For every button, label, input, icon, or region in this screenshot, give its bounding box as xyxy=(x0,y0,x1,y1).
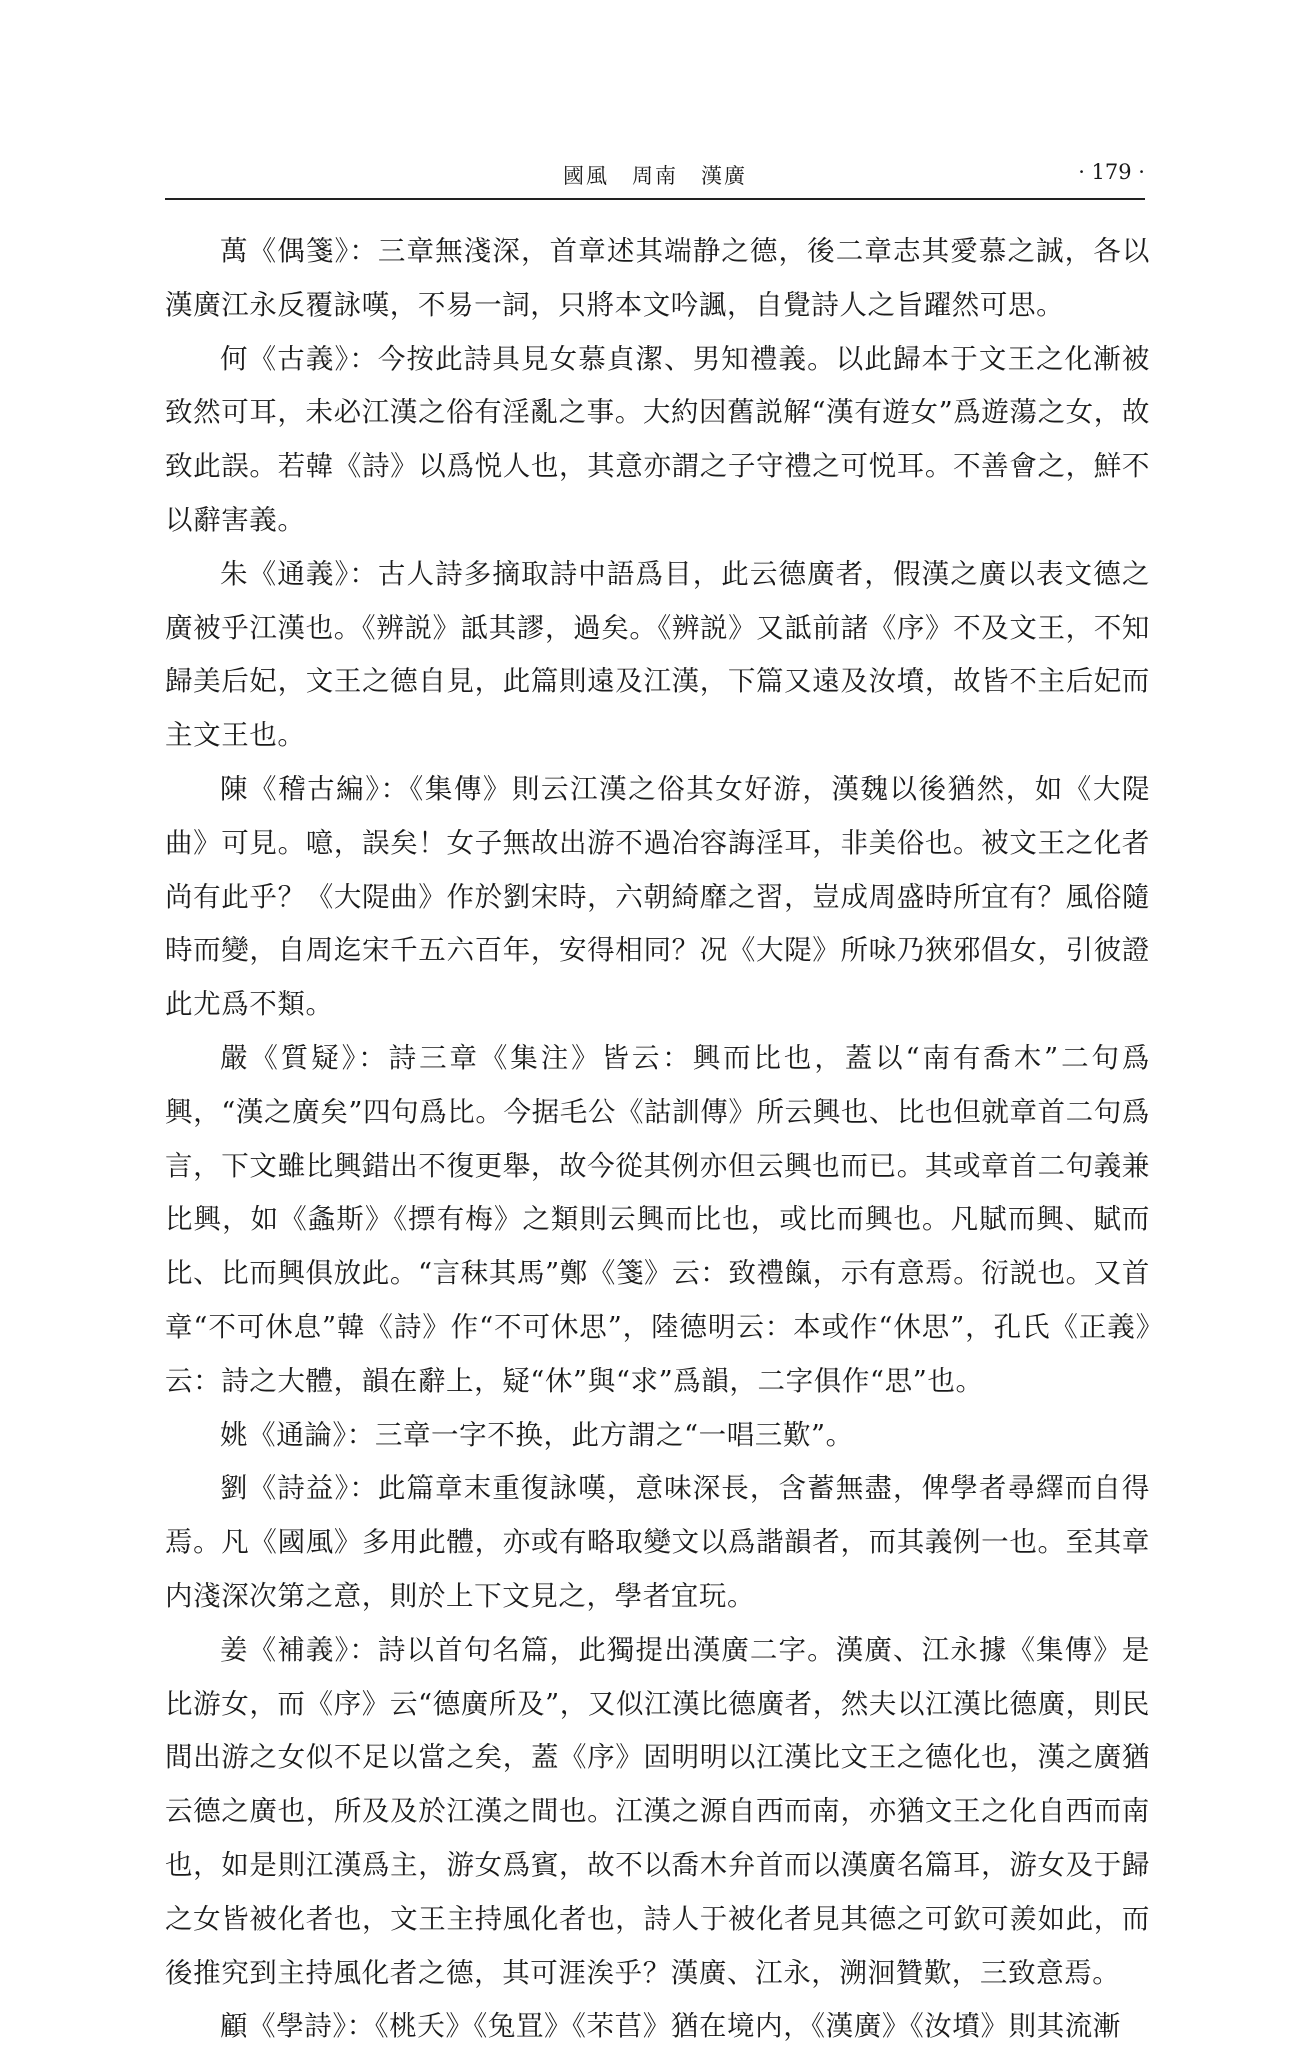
paragraph-gu-xueshi: 顧《學詩》：《桃夭》《兔罝》《芣苢》猶在境内，《漢廣》《汝墳》則其流漸 xyxy=(220,2010,1121,2043)
paragraph-zhu-tongyi: 朱《通義》：古人詩多摘取詩中語爲目，此云德廣者，假漢之廣以表文德之廣被乎江漢也。《辨説》詆其謬，過矣。《辨説》又詆前諸《序》不及文王，不知歸美后妃，文王之德自見，此篇則遠及江漢，下篇又遠及汝墳，故皆不主后妃而主文王也。 xyxy=(165,557,1150,752)
paragraph-liu-shiyi: 劉《詩益》：此篇章末重復詠嘆，意味深長，含蓄無盡，俾學者尋繹而自得焉。凡《國風》多用此體，亦或有略取變文以爲諧韻者，而其義例一也。至其章内淺深次第之意，則於上下文見之，學者宜玩。 xyxy=(165,1472,1150,1612)
paragraph-yan-zhiyi: 嚴《質疑》：詩三章《集注》皆云：興而比也，蓋以“南有喬木”二句爲興，“漢之廣矣”四句爲比。今据毛公《詁訓傳》所云興也、比也但就章首二句爲言，下文雖比興錯出不復更舉，故今從其例亦但云興也而已。其或章首二句義兼比興，如《螽斯》《摽有梅》之類則云興而比也，或比而興也。凡賦而興、賦而比、比而興俱放此。“言秣其馬”鄭《箋》云：致禮餼，示有意焉。衍説也。又首章“不可休息”韓《詩》作“不可休思”，陸德明云：本或作“休思”，孔氏《正義》云：詩之大體，韻在辭上，疑“休”與“求”爲韻，二字俱作“思”也。 xyxy=(165,1041,1150,1397)
running-title: 國風 周南 漢廣 xyxy=(563,164,747,188)
page-body xyxy=(165,225,1150,2054)
paragraph-yao-tonglun: 姚《通論》：三章一字不换，此方謂之“一唱三歎”。 xyxy=(220,1418,854,1451)
paragraph-he-guyi: 何《古義》：今按此詩具見女慕貞潔、男知禮義。以此歸本于文王之化漸被致然可耳，未必江漢之俗有淫亂之事。大約因舊説解“漢有遊女”爲遊蕩之女，故致此誤。若韓《詩》以爲悦人也，其意亦謂之子守禮之可悦耳。不善會之，鮮不以辭害義。 xyxy=(165,342,1150,536)
paragraph-chen-jigubian: 陳《稽古編》：《集傳》則云江漢之俗其女好游，漢魏以後猶然，如《大隄曲》可見。噫，誤矣！女子無故出游不過冶容誨淫耳，非美俗也。被文王之化者尚有此乎？《大隄曲》作於劉宋時，六朝綺靡之習，豈成周盛時所宜有？風俗隨時而變，自周迄宋千五六百年，安得相同？况《大隄》所咏乃狹邪倡女，引彼證此尤爲不類。 xyxy=(165,772,1150,1021)
header-divider xyxy=(165,198,1145,200)
paragraph-jiang-buyi: 姜《補義》：詩以首句名篇，此獨提出漢廣二字。漢廣、江永據《集傳》是比游女，而《序》云“德廣所及”，又似江漢比德廣者，然夫以江漢比德廣，則民間出游之女似不足以當之矣，蓋《序》固明明以江漢比文王之德化也，漢之廣猶云德之廣也，所及及於江漢之間也。江漢之源自西而南，亦猶文王之化自西而南也，如是則江漢爲主，游女爲賓，故不以喬木弁首而以漢廣名篇耳，游女及于歸之女皆被化者也，文王主持風化者也，詩人于被化者見其德之可欽可羨如此，而後推究到主持風化者之德，其可涯涘乎？漢廣、江永，溯洄贊歎，三致意焉。 xyxy=(165,1633,1150,1989)
page-header xyxy=(165,160,1145,200)
page-number: · 179 · xyxy=(1078,160,1145,184)
paragraph-wan-oujian: 萬《偶箋》：三章無淺深，首章述其端静之德，後二章志其愛慕之誠，各以漢廣江永反覆詠嘆，不易一詞，只將本文吟諷，自覺詩人之旨躍然可思。 xyxy=(165,235,1150,321)
